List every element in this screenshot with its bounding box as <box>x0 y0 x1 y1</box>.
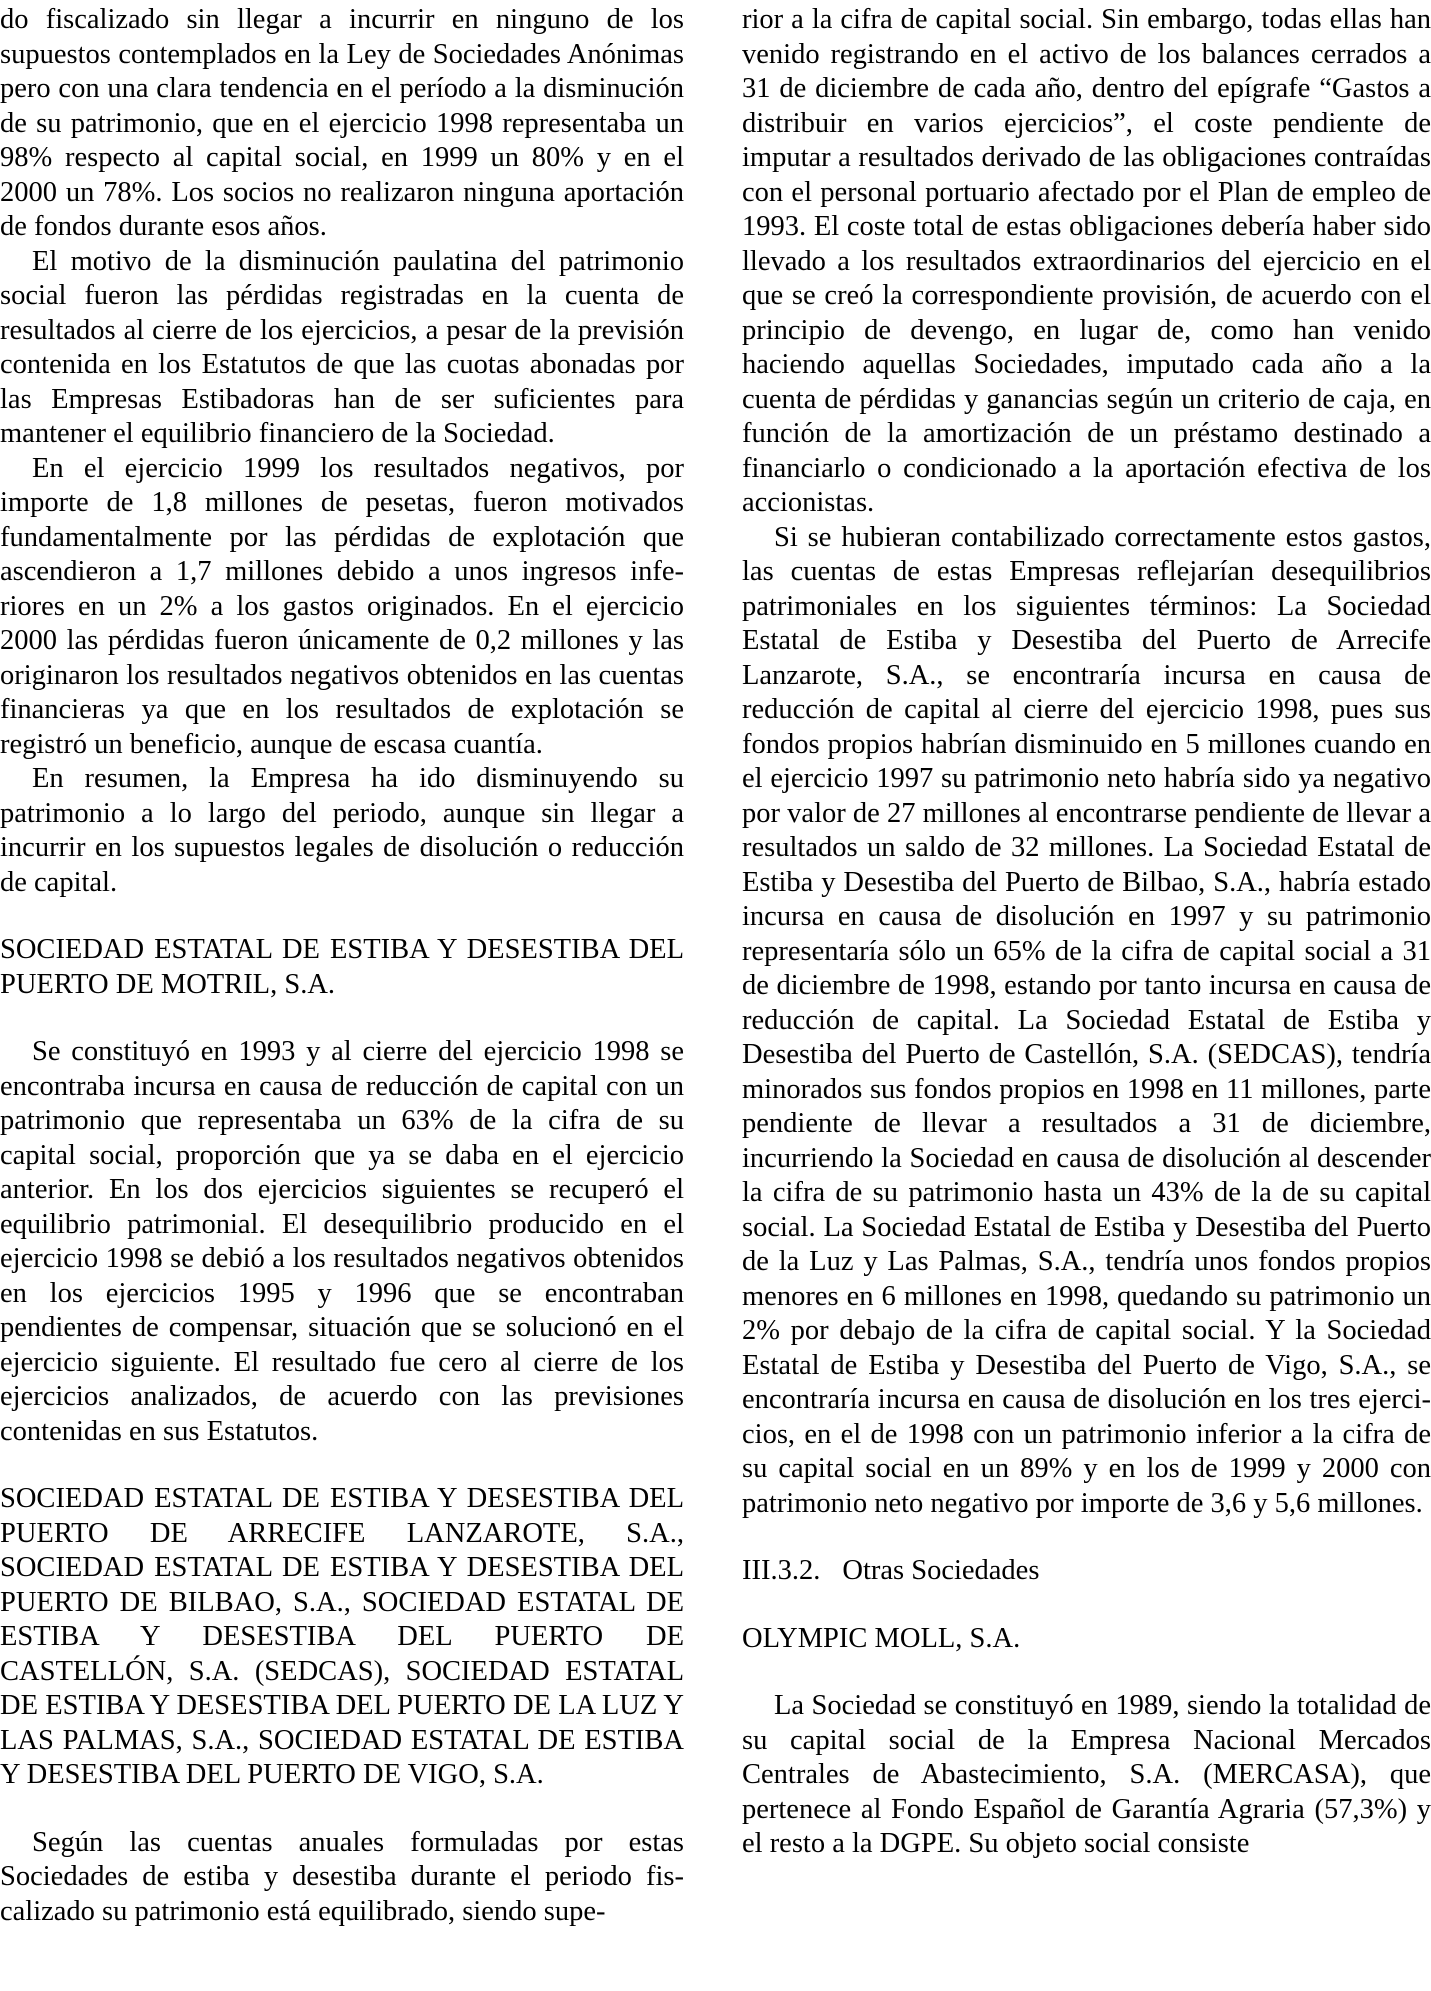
text-column-right <box>742 3 1431 1991</box>
section-title: Otras Sociedades <box>842 1555 1040 1586</box>
company-heading: OLYMPIC MOLL, S.A. <box>742 1622 1021 1654</box>
body-paragraph: En resumen, la Empresa ha ido disminuyendo su patrimonio a lo largo del periodo, aunque sin llegar a incurrir en los supuestos legales de disolución o reducción de capital. <box>0 763 684 898</box>
body-paragraph: El motivo de la disminución paulatina del patrimonio social fueron las pérdidas registradas en la cuenta de resultados al cierre de los ejercicios, a pesar de la previsión contenida en los Estatutos de que las cuotas abonadas por las Empresas Estibadoras han de ser suficientes para mantener el equilibrio financiero de la Sociedad. <box>0 245 684 449</box>
text-column-left <box>0 3 684 1991</box>
section-heading <box>742 1554 1431 1589</box>
body-paragraph: Según las cuentas anuales formuladas por estas Sociedades de estiba y desestiba durante el periodo fiscalizado su patrimonio está equilibrado, siendo supe- <box>0 1826 684 1927</box>
body-paragraph: En el ejercicio 1999 los resultados negativos, por importe de 1,8 millones de pesetas, fueron motivados fundamentalmente por las pérdidas de explotación que ascendieron a 1,7 millones debido a unos ingresos inferiores en un 2% a los gastos originados. En el ejercicio 2000 las pérdidas fueron únicamente de 0,2 millones y las originaron los resultados negativos obtenidos en las cuentas financieras ya que en los resultados de explotación se registró un beneficio, aunque de escasa cuantía. <box>0 452 684 760</box>
body-paragraph: do fiscalizado sin llegar a incurrir en ninguno de los supuestos contemplados en la Ley de Sociedades Anónimas pero con una clara tendencia en el período a la disminución de su patrimonio, que en el ejercicio 1998 representaba un 98% respecto al capital social, en 1999 un 80% y en el 2000 un 78%. Los socios no realizaron ninguna aportación de fondos durante esos años. <box>0 4 684 242</box>
company-heading: SOCIEDAD ESTATAL DE ESTIBA Y DESESTIBA DEL PUERTO DE MOTRIL, S.A. <box>0 934 684 1000</box>
body-paragraph: Se constituyó en 1993 y al cierre del ejercicio 1998 se encontraba incursa en causa de reducción de capital con un patrimonio que representaba un 63% de la cifra de su capital social, proporción que ya se daba en el ejercicio anterior. En los dos ejercicios siguientes se recuperó el equilibrio patrimonial. El desequilibrio producido en el ejercicio 1998 se debió a los resultados negativos obtenidos en los ejercicios 1995 y 1996 que se encontraban pendientes de compensar, situación que se solucionó en el ejercicio siguiente. El resultado fue cero al cierre de los ejercicios analizados, de acuerdo con las previsiones contenidas en sus Estatutos. <box>0 1036 684 1447</box>
body-paragraph: rior a la cifra de capital social. Sin embargo, todas ellas han venido registrando en el activo de los balances cerrados a 31 de diciembre de cada año, dentro del epígrafe “Gastos a distribuir en varios ejercicios”, el coste pendiente de imputar a resultados derivado de las obligaciones contraídas con el personal portuario afectado por el Plan de empleo de 1993. El coste total de estas obligaciones debería haber sido llevado a los resultados extraordinarios del ejercicio en el que se creó la correspondiente provisión, de acuerdo con el principio de devengo, en lugar de, como han venido haciendo aquellas Sociedades, imputado cada año a la cuenta de pérdidas y ganancias según un criterio de caja, en función de la amortización de un préstamo destinado a financiarlo o condicionado a la aportación efectiva de los accionistas. <box>742 4 1431 518</box>
body-paragraph: La Sociedad se constituyó en 1989, siendo la totalidad de su capital social de la Empresa Nacional Mercados Centrales de Abastecimiento, S.A. (MERCASA), que pertenece al Fondo Español de Garantía Agraria (57,3%) y el resto a la DGPE. Su objeto social consiste <box>742 1690 1431 1859</box>
body-paragraph: Si se hubieran contabilizado correctamente estos gastos, las cuentas de estas Empresas reflejarían desequilibrios patrimoniales en los siguientes términos: La Sociedad Estatal de Estiba y Desestiba del Puerto de Arrecife Lanzarote, S.A., se encontraría incursa en causa de reducción de capital al cierre del ejercicio 1998, pues sus fondos propios habrían disminuido en 5 millones cuando en el ejercicio 1997 su patrimonio neto habría sido ya negativo por valor de 27 millones al encontrarse pendiente de llevar a resultados un saldo de 32 millones. La Sociedad Estatal de Estiba y Desestiba del Puerto de Bilbao, S.A., habría estado incursa en causa de disolución en 1997 y su patrimonio representaría sólo un 65% de la cifra de capital social a 31 de diciembre de 1998, estando por tanto incursa en causa de reducción de capital. La Sociedad Estatal de Estiba y Desestiba del Puerto de Castellón, S.A. (SEDCAS), tendría minorados sus fondos propios en 1998 en 11 millones, parte pendiente de llevar a resultados a 31 de diciembre, incurriendo la Sociedad en causa de disolución al descender la cifra de su patrimonio hasta un 43% de la de su capital social. La Sociedad Estatal de Estiba y Desestiba del Puerto de la Luz y Las Palmas, S.A., tendría unos fondos propios menores en 6 millones en 1998, quedando su patrimonio un 2% por debajo de la cifra de capital social. Y la Sociedad Estatal de Estiba y Desestiba del Puerto de Vigo, S.A., se encontraría incursa en causa de disolución en los tres ejercicios, en el de 1998 con un patrimonio inferior a la cifra de su capital social en un 89% y en los de 1999 y 2000 con patrimonio neto negativo por importe de 3,6 y 5,6 millones. <box>742 521 1431 1519</box>
section-number: III.3.2. <box>742 1555 821 1586</box>
company-heading: SOCIEDAD ESTATAL DE ESTIBA Y DESESTIBA DEL PUERTO DE ARRECIFE LANZAROTE, S.A., SOCIEDAD ESTATAL DE ESTIBA Y DESESTIBA DEL PUERTO DE BILBAO, S.A., SOCIEDAD ESTATAL DE ESTIBA Y DESESTIBA DEL PUERTO DE CASTELLÓN, S.A. (SEDCAS), SOCIEDAD ESTATAL DE ESTIBA Y DESESTIBA DEL PUERTO DE LA LUZ Y LAS PALMAS, S.A., SOCIEDAD ESTATAL DE ESTIBA Y DESESTIBA DEL PUERTO DE VIGO, S.A. <box>0 1483 684 1790</box>
